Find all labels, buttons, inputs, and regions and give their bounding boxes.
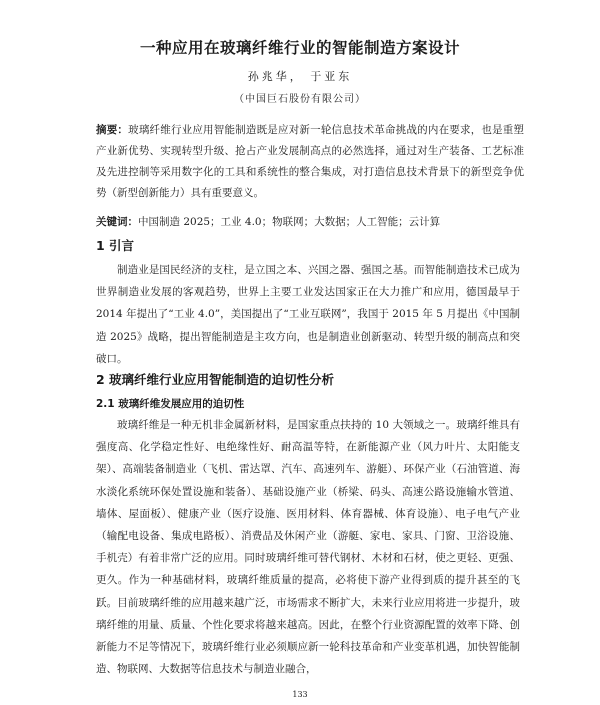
page-number: 133 (292, 690, 308, 699)
keywords-text: 中国制造 2025；工业 4.0；物联网；大数据；人工智能；云计算 (138, 216, 441, 228)
abstract (96, 120, 524, 204)
section-1-heading: 1 引言 (96, 238, 135, 253)
paper-authors: 孙兆华， 于亚东 (247, 70, 353, 83)
abstract-label: 摘要： (96, 124, 129, 136)
section-2-heading: 2 玻璃纤维行业应用智能制造的迫切性分析 (96, 372, 335, 387)
section-2-1-paragraph: 玻璃纤维是一种无机非金属新材料，是国家重点扶持的 10 大领域之一。玻璃纤维具有强度高、化学稳定性好、电绝缘性好、耐高温等特，在新能源产业（风力叶片、太阳能支架）、高端装备制造业（飞机、雷达罩、汽车、高速列车、游艇）、环保产业（石油管道、海水淡化系统环保处置设施和装备）、基础设施产业（桥梁、码头、高速公路设施输水管道、墙体、屋面板）、健康产业（医疗设施、医用材料、体育器械、体育设施）、电子电气产业（输配电设备、集成电路板）、消费品及休闲产业（游艇、家电、家具、门窗、卫浴设施、手机壳）有着非常广泛的应用。同时玻璃纤维可替代钢材、木材和石材，使之更轻、更强、更久。作为一种基础材料，玻璃纤维质量的提高，必将使下游产业得到质的提升甚至的飞跃。目前玻璃纤维的应用越来越广泛，市场需求不断扩大，未来行业应用将进一步提升，玻璃纤维的用量、质量、个性化要求将越来越高。因此，在整个行业资源配置的效率下降、创新能力不足等情况下，玻璃纤维行业必须顺应新一轮科技革命和产业变革机遇，加快智能制造、物联网、大数据等信息技术与制造业融合， (96, 419, 520, 676)
section-2-1-heading: 2.1 玻璃纤维发展应用的迫切性 (96, 398, 245, 410)
section-1-paragraph: 制造业是国民经济的支柱，是立国之本、兴国之器、强国之基。而智能制造技术已成为世界制造业发展的客观趋势，世界上主要工业发达国家正在大力推广和应用，德国最早于 2014 年提出了“工业 4.0”，美国提出了“工业互联网”，我国于 2015 年 5 月提出《中国制造 2025》战略，提出智能制造是主攻方向，也是制造业创新驱动、转型升级的制高点和突破口。 (96, 264, 520, 365)
keywords-label: 关键词： (96, 216, 138, 228)
abstract-text: 玻璃纤维行业应用智能制造既是应对新一轮信息技术革命挑战的内在要求，也是重塑产业新优势、实现转型升级、抢占产业发展制高点的必然选择，通过对生产装备、工艺标准及先进控制等采用数字化的工具和系统性的整合集成，对打造信息技术背景下的新型竞争优势（新型创新能力）具有重要意义。 (96, 124, 525, 199)
paper-affiliation: （中国巨石股份有限公司） (234, 94, 366, 105)
paper-title: 一种应用在玻璃纤维行业的智能制造方案设计 (139, 39, 460, 57)
keywords (96, 214, 524, 229)
